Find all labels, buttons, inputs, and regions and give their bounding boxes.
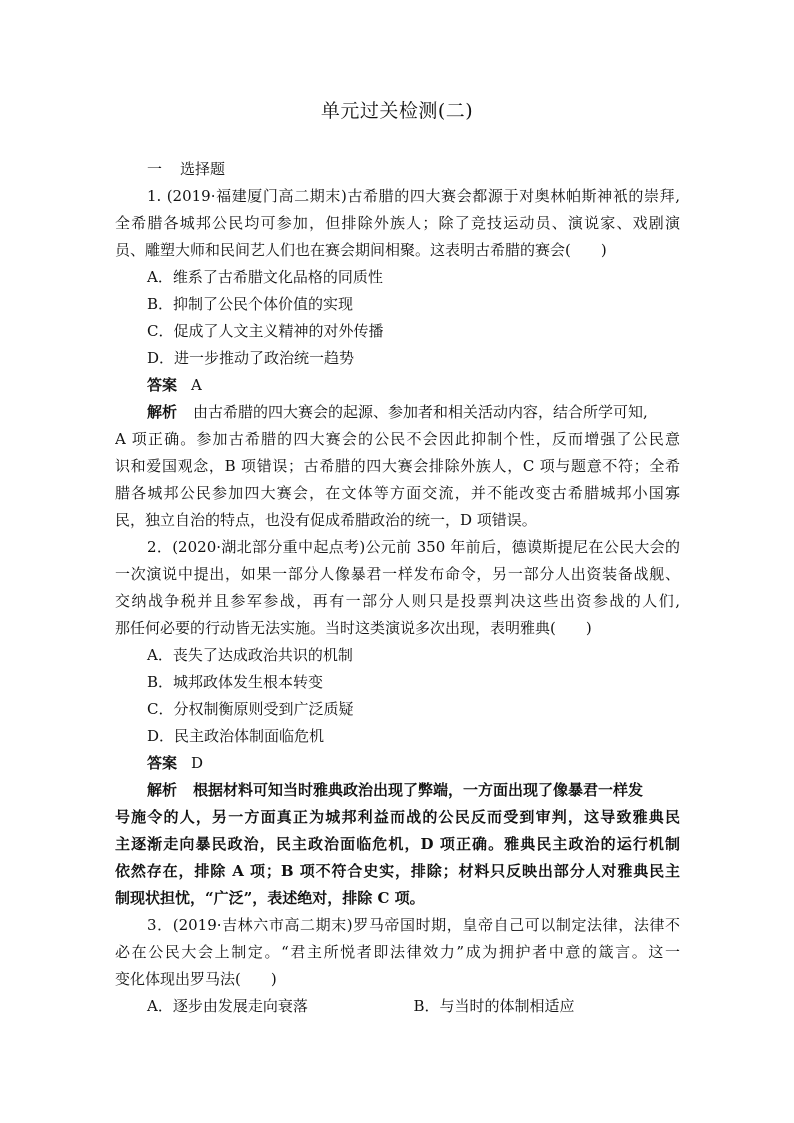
question-2-option-b: B．城邦政体发生根本转变	[147, 673, 324, 691]
document-body	[115, 156, 680, 1020]
answer-value: D	[191, 754, 204, 772]
question-1-analysis-text: 识和爱国观念，B 项错误；古希腊的四大赛会排除外族人，C 项与题意不符；全希	[115, 457, 680, 475]
question-3-text: 必在公民大会上制定。“君主所悦者即法律效力”成为拥护者中意的箴言。这一	[115, 943, 680, 961]
question-1-analysis-text: 民，独立自治的特点，也没有促成希腊政治的统一，D 项错误。	[115, 511, 537, 529]
section-heading	[115, 156, 680, 183]
question-1-analysis-text: A 项正确。参加古希腊的四大赛会的公民不会因此抑制个性，反而增强了公民意	[115, 430, 680, 448]
question-2-analysis-text: 主逐渐走向暴民政治，民主政治面临危机，D 项正确。雅典民主政治的运行机制	[115, 835, 680, 853]
question-2-text: 那任何必要的行动皆无法实施。当时这类演说多次出现，表明雅典( )	[115, 619, 592, 637]
section-number: 一	[147, 160, 163, 178]
answer-label: 答案	[147, 754, 178, 772]
question-1-text: 员、雕塑大师和民间艺人们也在赛会期间相聚。这表明古希腊的赛会( )	[115, 241, 607, 259]
question-2-analysis-text: 制现状担忧，“广泛”，表述绝对，排除 C 项。	[115, 889, 425, 907]
analysis-text: 根据材料可知当时雅典政治出现了弊端，一方面出现了像暴君一样发	[193, 781, 644, 799]
question-2-analysis-text: 依然存在，排除 A 项；B 项不符合史实，排除；材料只反映出部分人对雅典民主	[115, 862, 680, 880]
question-1-option-b: B．抑制了公民个体价值的实现	[147, 295, 354, 313]
question-1-analysis-text: 腊各城邦公民参加四大赛会，在文体等方面交流，并不能改变古希腊城邦小国寡	[115, 484, 680, 502]
question-1-option-a: A．维系了古希腊文化品格的同质性	[147, 268, 383, 286]
analysis-label: 解析	[147, 403, 178, 421]
question-2-analysis	[115, 777, 680, 804]
question-2-text: 2．(2020·湖北部分重中起点考)公元前 350 年前后，德谟斯提尼在公民大会的	[147, 538, 680, 556]
question-1-answer	[115, 372, 680, 399]
question-1-text: 1. (2019·福建厦门高二期末)古希腊的四大赛会都源于对奥林帕斯神衹的崇拜,	[147, 187, 680, 205]
section-label: 选择题	[180, 160, 226, 178]
question-2-option-c: C．分权制衡原则受到广泛质疑	[147, 700, 354, 718]
question-3-option-b: B．与当时的体制相适应	[413, 997, 575, 1015]
page-title: 单元过关检测(二)	[320, 100, 474, 122]
question-2-option-a: A．丧失了达成政治共识的机制	[147, 646, 353, 664]
question-2-text: 交纳战争税并且参军参战，再有一部分人则只是投票判决这些出资参战的人们,	[115, 592, 680, 610]
question-2-text: 一次演说中提出，如果一部分人像暴君一样发布命令，另一部分人出资装备战舰、	[115, 565, 680, 583]
answer-label: 答案	[147, 376, 178, 394]
analysis-text: 由古希腊的四大赛会的起源、参加者和相关活动内容，结合所学可知,	[193, 403, 648, 421]
answer-value: A	[191, 376, 202, 394]
question-2-answer	[115, 750, 680, 777]
question-1-option-c: C．促成了人文主义精神的对外传播	[147, 322, 384, 340]
question-2-option-d: D．民主政治体制面临危机	[147, 727, 325, 745]
question-1-text: 全希腊各城邦公民均可参加，但排除外族人；除了竞技运动员、演说家、戏剧演	[115, 214, 680, 232]
question-2-analysis-text: 号施令的人，另一方面真正为城邦利益而战的公民反而受到审判，这导致雅典民	[115, 808, 680, 826]
question-1-option-d: D．进一步推动了政治统一趋势	[147, 349, 355, 367]
question-3-option-a: A．逐步由发展走向衰落	[147, 997, 308, 1015]
question-3-options	[115, 993, 680, 1020]
question-3-text: 3．(2019·吉林六市高二期末)罗马帝国时期，皇帝自己可以制定法律，法律不	[147, 916, 680, 934]
question-1-analysis	[115, 399, 680, 426]
analysis-label: 解析	[147, 781, 178, 799]
question-3-text: 变化体现出罗马法( )	[115, 970, 277, 988]
